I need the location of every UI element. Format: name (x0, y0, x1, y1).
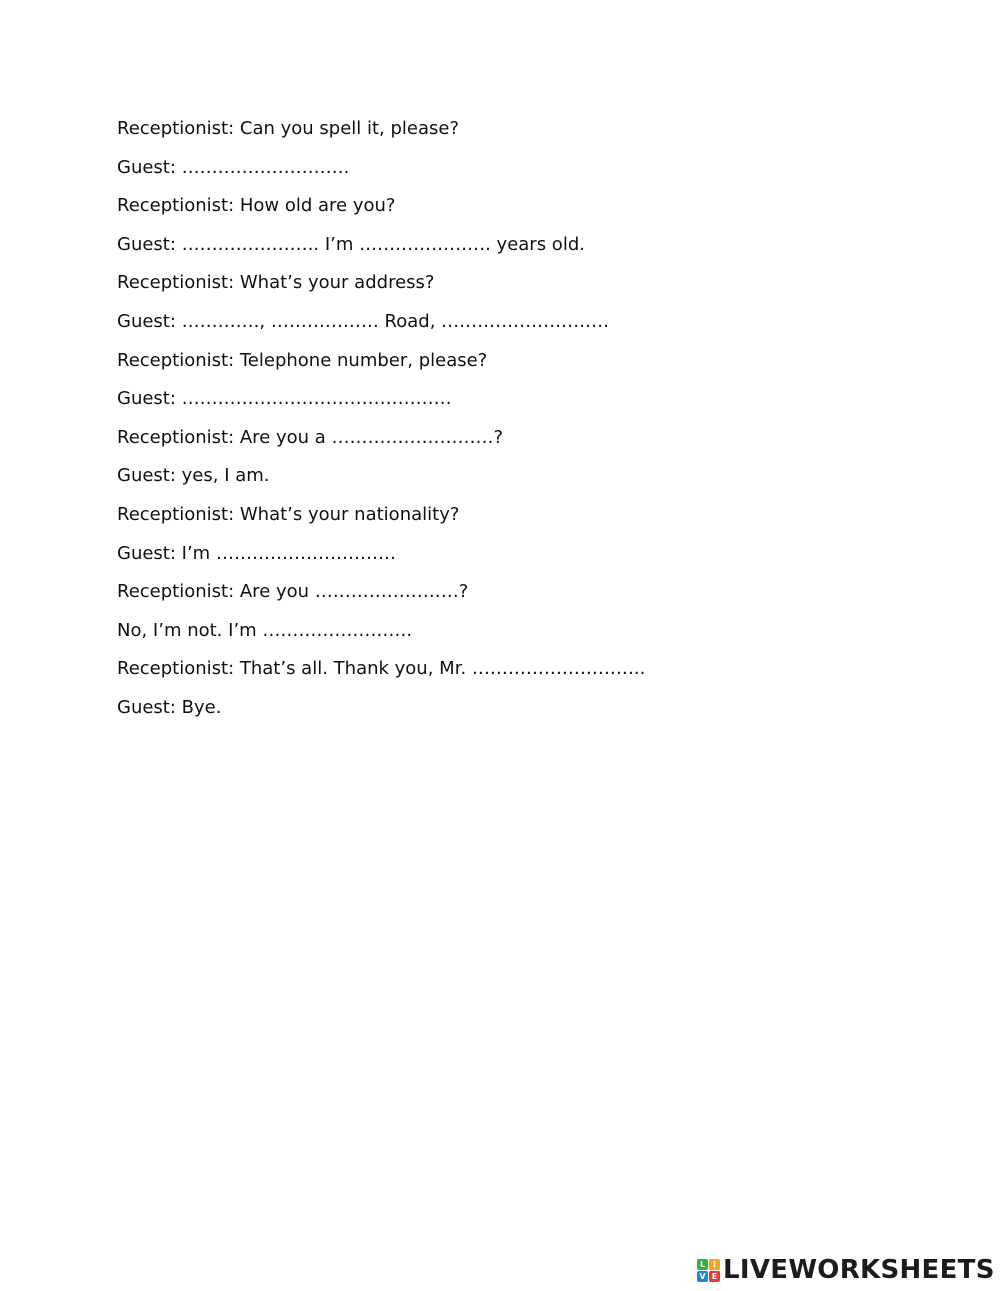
dialogue-line: Receptionist: Are you a ………………………? (117, 426, 504, 448)
dialogue-line: Receptionist: Are you ……………………? (117, 581, 469, 603)
logo-letter: V (697, 1271, 708, 1282)
dialogue-line: Guest: Bye. (117, 696, 222, 718)
dialogue-line: Receptionist: Can you spell it, please? (117, 118, 460, 139)
dialogue-line: Receptionist: That’s all. Thank you, Mr. ……………………….. (117, 658, 646, 680)
logo-letter: L (697, 1259, 708, 1270)
dialogue-line: Guest: ……………………………………… (117, 388, 452, 410)
logo-text: LIVEWORKSHEETS (723, 1255, 995, 1285)
dialogue-line: Guest: ………………….. I’m …………………. years old. (117, 233, 585, 255)
logo-mark-icon (697, 1259, 720, 1282)
dialogue-line: Receptionist: What’s your nationality? (117, 503, 460, 525)
logo-letter: E (709, 1271, 720, 1282)
dialogue-line: Receptionist: What’s your address? (117, 272, 435, 294)
dialogue-line: Guest: yes, I am. (117, 465, 270, 487)
dialogue-line: Receptionist: How old are you? (117, 195, 396, 217)
dialogue-list (117, 114, 645, 732)
dialogue-line: No, I’m not. I’m ……………………. (117, 619, 413, 641)
dialogue-line: Guest: ………………………. (117, 156, 350, 178)
dialogue-line: Receptionist: Telephone number, please? (117, 349, 488, 371)
liveworksheets-logo[interactable] (697, 1255, 995, 1285)
logo-letter: I (709, 1259, 720, 1270)
dialogue-line: Guest: …………., ……………… Road, ………………………. (117, 310, 609, 332)
dialogue-line: Guest: I’m ………………………… (117, 542, 396, 564)
